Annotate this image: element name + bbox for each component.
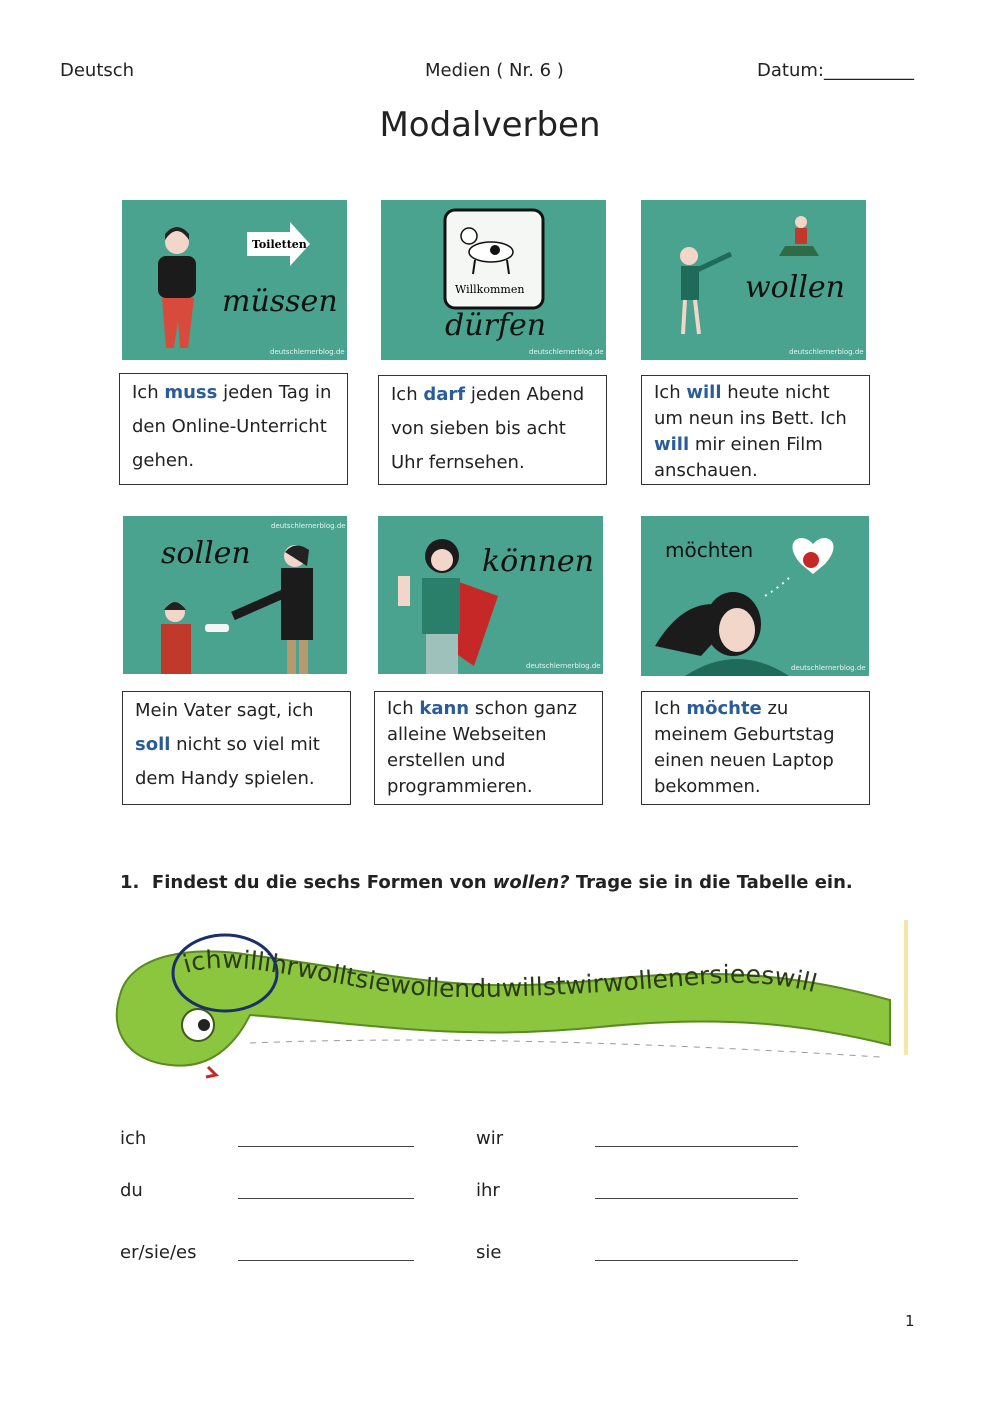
sentence-sollen: Mein Vater sagt, ich soll nicht so viel mit dem Handy spielen. [122, 691, 351, 805]
credit: deutschlernerblog.de [789, 348, 864, 356]
sign-text: Toiletten [252, 238, 307, 251]
word-sollen: sollen [161, 536, 251, 571]
keyword-will: will [686, 382, 722, 403]
sentence-duerfen: Ich darf jeden Abend von sieben bis acht Uhr fernsehen. [378, 375, 607, 485]
subject-label: Deutsch [60, 60, 135, 81]
pronoun-er-sie-es: er/sie/es [120, 1242, 197, 1263]
pronoun-ich: ich [120, 1128, 147, 1149]
koennen-illustration [378, 516, 603, 674]
sign-text: Willkommen [455, 283, 525, 296]
answer-line-ich[interactable] [238, 1146, 414, 1147]
answer-line-du[interactable] [238, 1198, 414, 1199]
answer-line-wir[interactable] [595, 1146, 798, 1147]
answer-line-sie[interactable] [595, 1260, 798, 1261]
credit: deutschlernerblog.de [529, 348, 604, 356]
credit: deutschlernerblog.de [271, 522, 346, 530]
muessen-illustration [122, 200, 347, 360]
worm-illustration [100, 915, 915, 1090]
keyword-moechte: möchte [686, 698, 762, 719]
keyword-kann: kann [419, 698, 470, 719]
keyword-soll: soll [135, 734, 171, 755]
image-muessen [122, 200, 347, 360]
pronoun-du: du [120, 1180, 143, 1201]
topic-label: Medien ( Nr. 6 ) [425, 60, 564, 81]
image-wollen [641, 200, 866, 360]
pronoun-sie: sie [476, 1242, 502, 1263]
sentence-moechten: Ich möchte zu meinem Geburtstag einen neuen Laptop bekommen. [641, 691, 870, 805]
image-moechten [641, 516, 869, 676]
answer-line-ihr[interactable] [595, 1198, 798, 1199]
word-wollen: wollen [745, 270, 846, 305]
pronoun-wir: wir [476, 1128, 504, 1149]
word-koennen: können [482, 544, 594, 579]
image-duerfen [381, 200, 606, 360]
page-number: 1 [905, 1312, 915, 1330]
task-instruction: 1. Findest du die sechs Formen von wollen? Trage sie in die Tabelle ein. [120, 872, 853, 893]
date-label: Datum:__________ [757, 60, 914, 81]
sentence-muessen: Ich muss jeden Tag in den Online-Unterricht gehen. [119, 373, 348, 485]
word-duerfen: dürfen [445, 308, 547, 343]
worm-letters: ichwillihrwolltsiewollenduwillstwirwollenersieeswill [179, 944, 820, 1004]
pronoun-ihr: ihr [476, 1180, 500, 1201]
keyword-will-2: will [654, 434, 690, 455]
word-muessen: müssen [222, 284, 338, 319]
page-title: Modalverben [379, 105, 601, 145]
answer-line-er-sie-es[interactable] [238, 1260, 414, 1261]
image-sollen [123, 516, 347, 674]
word-moechten: möchten [665, 538, 754, 562]
sentence-wollen: Ich will heute nicht um neun ins Bett. Ich will mir einen Film anschauen. [641, 375, 870, 485]
credit: deutschlernerblog.de [526, 662, 601, 670]
keyword-muss: muss [164, 382, 218, 403]
credit: deutschlernerblog.de [270, 348, 345, 356]
sentence-koennen: Ich kann schon ganz alleine Webseiten erstellen und programmieren. [374, 691, 603, 805]
keyword-darf: darf [423, 384, 466, 405]
credit: deutschlernerblog.de [791, 664, 866, 672]
image-koennen [378, 516, 603, 674]
